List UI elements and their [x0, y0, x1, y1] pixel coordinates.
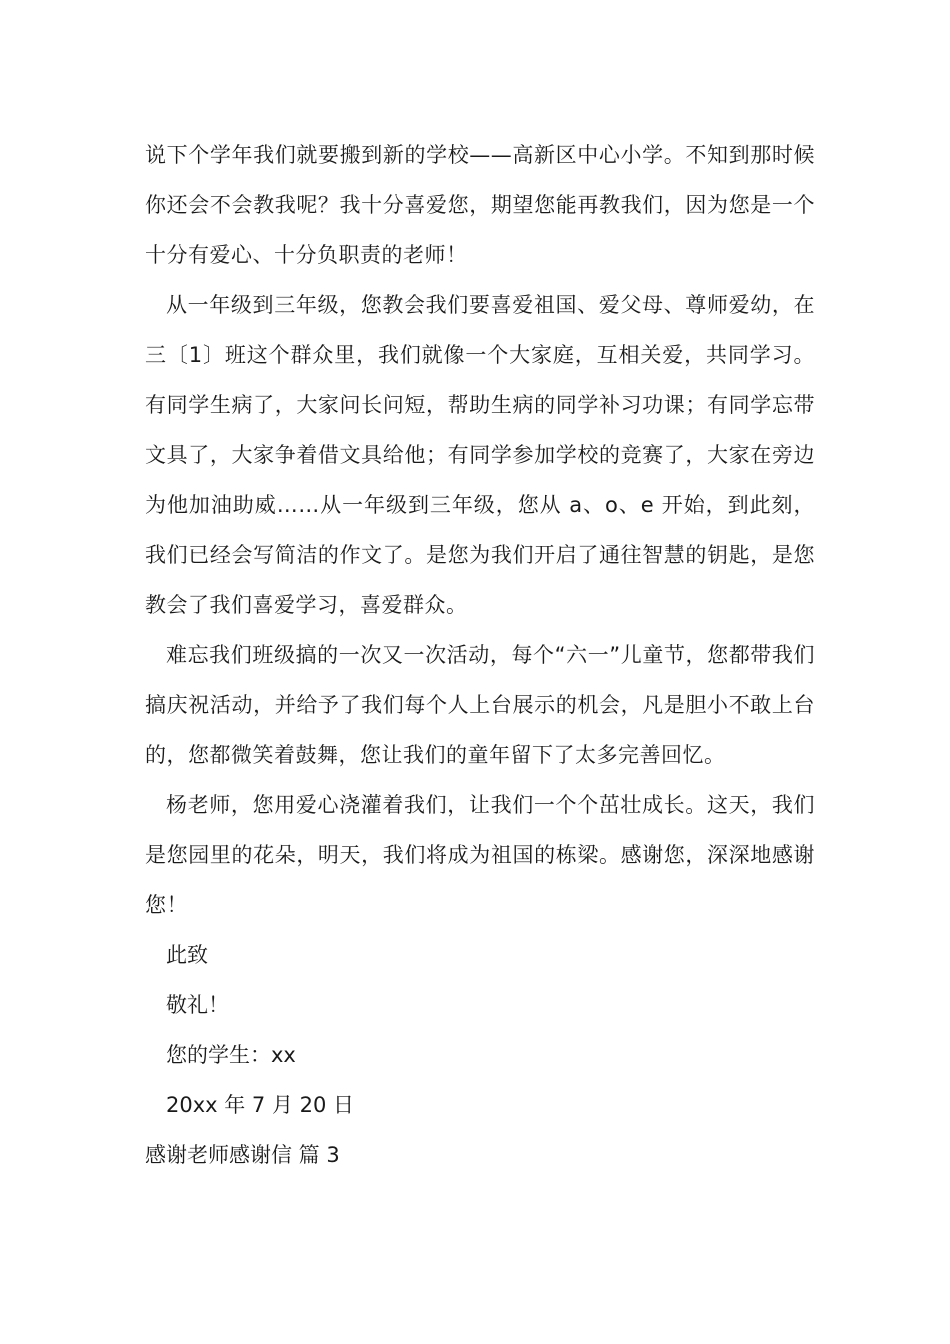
paragraph-1: 说下个学年我们就要搬到新的学校——高新区中心小学。不知到那时候你还会不会教我呢？我十分喜爱您，期望您能再教我们，因为您是一个十分有爱心、十分负职责的老师！ [145, 143, 815, 267]
paragraph-4: 杨老师，您用爱心浇灌着我们，让我们一个个茁壮成长。这天，我们是您园里的花朵，明天，我们将成为祖国的栋梁。感谢您，深深地感谢您！ [145, 793, 815, 917]
paragraph-3: 难忘我们班级搞的一次又一次活动，每个“六一”儿童节，您都带我们搞庆祝活动，并给予了我们每个人上台展示的机会，凡是胆小不敢上台的，您都微笑着鼓舞，您让我们的童年留下了太多完善回忆。 [145, 643, 815, 767]
letter-body [145, 130, 815, 1180]
signature-line: 您的学生：xx [166, 1043, 296, 1067]
next-section-heading: 感谢老师感谢信 篇 3 [145, 1143, 340, 1167]
paragraph-2: 从一年级到三年级，您教会我们要喜爱祖国、爱父母、尊师爱幼，在三〔1〕班这个群众里，我们就像一个大家庭，互相关爱，共同学习。有同学生病了，大家问长问短，帮助生病的同学补习功课；有同学忘带文具了，大家争着借文具给他；有同学参加学校的竞赛了，大家在旁边为他加油助威……从一年级到三年级，您从 a、o、e 开始，到此刻，我们已经会写简洁的作文了。是您为我们开启了通往智慧的钥匙，是您教会了我们喜爱学习，喜爱群众。 [145, 293, 815, 617]
closing-line: 此致 [166, 943, 208, 967]
salute-line: 敬礼！ [166, 993, 229, 1017]
date-line: 20xx 年 7 月 20 日 [166, 1093, 355, 1117]
